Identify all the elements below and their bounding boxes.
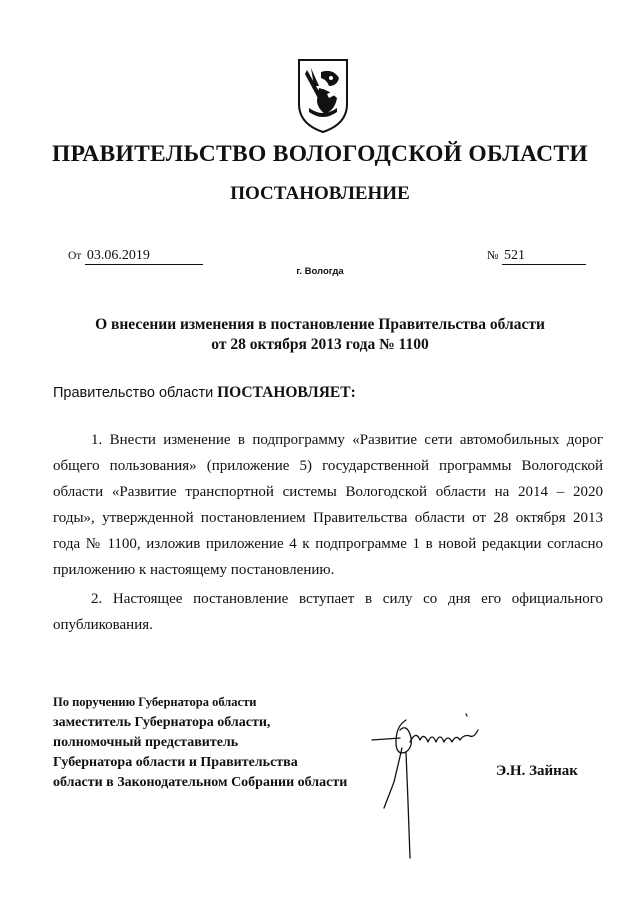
document-subject [0,315,640,355]
city-label: г. Вологда [296,266,344,277]
signatory-position [53,692,347,793]
date-prefix: От [68,250,82,262]
coat-of-arms-emblem [297,58,349,134]
paragraph-1-text: 1. Внести изменение в подпрограмму «Развитие сети автомобильных дорог общего пользования» (приложение 5) государственной программы Вологодской области «Развитие транспортной системы Вологодской области на 2014 – 2020 годы», утвержденной постановлением Правительства области от 28 октября 2013 года № 1100, изложив приложение 4 к подпрограмме 1 в новой редакции согласно приложению к настоящему постановлению. [53,432,603,578]
paragraph-2 [53,586,603,638]
signatory-line-3: полномочный представитель [53,735,239,750]
subject-line-2: от 28 октября 2013 года № 1100 [211,336,429,353]
document-type-title: ПОСТАНОВЛЕНИЕ [230,183,410,204]
date-value: 03.06.2019 [85,248,203,265]
signer-name: Э.Н. Зайнак [496,763,578,779]
number-prefix: № [487,248,499,262]
subject-line-1: О внесении изменения в постановление Правительства области [95,316,545,333]
decree-statement [53,384,356,402]
decree-verb: ПОСТАНОВЛЯЕТ: [217,384,356,401]
paragraph-2-text: 2. Настоящее постановление вступает в силу со дня его официального опубликования. [53,591,603,633]
document-number [487,248,586,265]
signatory-line-2: заместитель Губернатора области, [53,715,271,730]
paragraph-1 [53,427,603,583]
document-date [68,248,203,265]
signatory-line-1: По поручению Губернатора области [53,695,257,709]
handwritten-signature [366,712,496,862]
signatory-line-4: Губернатора области и Правительства [53,755,298,770]
signatory-line-5: области в Законодательном Собрании области [53,775,348,790]
number-value: 521 [502,248,586,265]
government-title: ПРАВИТЕЛЬСТВО ВОЛОГОДСКОЙ ОБЛАСТИ [52,141,588,167]
decree-prefix: Правительство области [53,385,214,401]
